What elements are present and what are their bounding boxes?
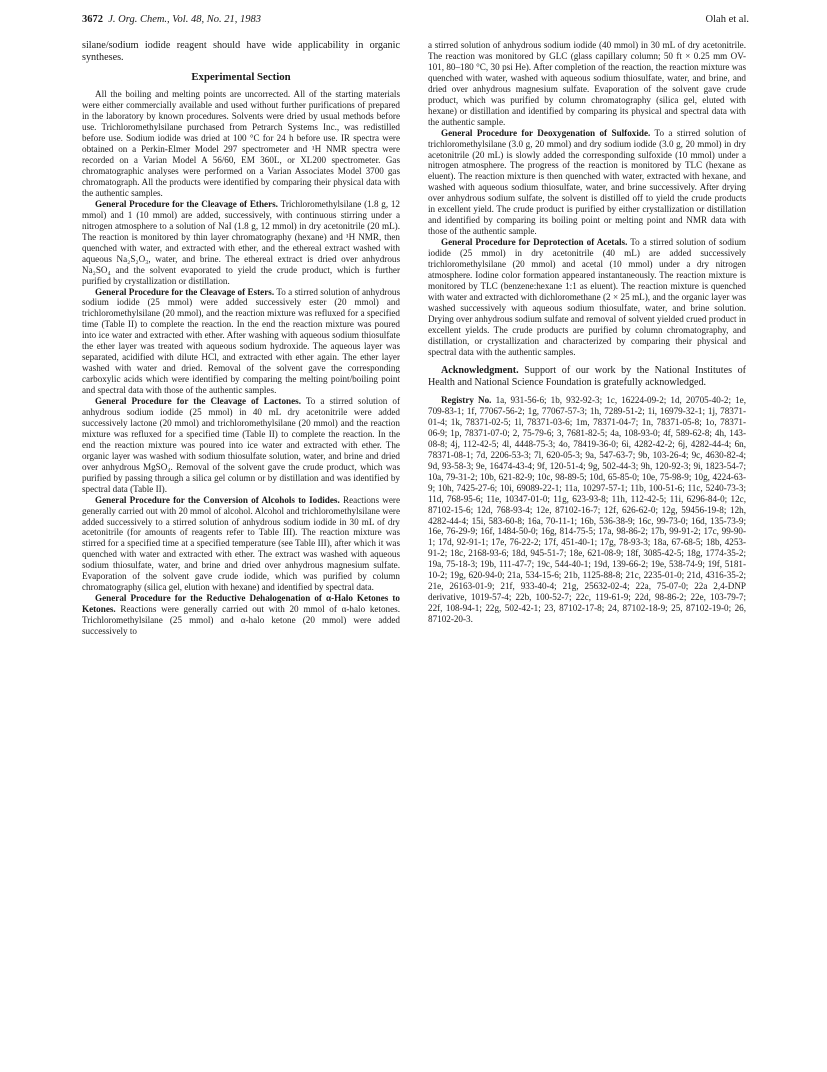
alcohols-text: Reactions were generally carried out with 20 mmol of alcohol. Alcohol and trichloromethylsilane were added successively to a stirred solution of anhydrous sodium iodide in 30 mL of dry acetonitrile (for amounts of reagents refer to Table III). The reaction mixture was stirred for a specified time at a specified temperature (see Table III), after which it was quenched with water and extracted with ether. The extract was washed with aqueous sodium thiosulfate, water, and brine and dried over anhydrous magnesium sulfate. Evaporation of the solvent gave crude iodide, which was purified by column chromatography (silica gel, elution with hexane) and identified by spectral data. (82, 494, 401, 593)
intro-paragraph: All the boiling and melting points are uncorrected. All of the starting materials were either commercially available and used without further purifications of prepared in the laboratory by known procedures. Solvents were dried by usual methods before use. Trichloromethylsilane purchased from Petrarch Systems Inc., was redistilled before use. Sodium iodide was dried at 100 °C for 24 h before use. IR spectra were obtained on a Perkin-Elmer Model 297 spectrometer and ¹H NMR spectra were recorded on a Varian Model A 56/60, EM 360L, or XL200 spectrometer. Gas chromatographic analyses were performed on a Varian Associates Model 3700 gas chromatograph. All the products were identified by comparing their physical data with the authentic samples. (82, 89, 400, 198)
dehalogenation-text: Reactions were generally carried out with 20 mmol of α-halo ketones. Trichloromethylsilane (25 mmol) and α-halo ketone (20 mmol) were added successively to (82, 604, 400, 637)
registry-heading: Registry No. (441, 395, 492, 406)
dehalogenation-paragraph (82, 593, 400, 637)
sulfoxide-paragraph (428, 128, 746, 238)
acknowledgment-text: Support of our work by the National Institutes of Health and National Science Foundation is gratefully acknowledged. (428, 364, 746, 388)
left-column (82, 40, 400, 637)
alcohols-heading: General Procedure for the Conversion of Alcohols to Iodides. (95, 494, 340, 505)
section-title: Experimental Section (191, 71, 291, 84)
esters-heading: General Procedure for the Cleavage of Esters. (95, 286, 275, 297)
right-column (428, 40, 746, 625)
ethers-paragraph (82, 199, 400, 287)
dehalogenation-continued: a stirred solution of anhydrous sodium iodide (40 mmol) in 30 mL of dry acetonitrile. The reaction was monitored by GLC (glass capillary column; 50 ft × 0.25 mm OV-101, 80–180 °C, 30 psi He). After completion of the reaction, the reaction mixture was quenched with water, washed with aqueous sodium thiosulfate, water, and brine, and dried over anhydrous magnesium sulfate. Evaporation of the solvent gave crude product, which was purified by column chromatography (silica gel, eluted with hexane) or distillation and identified by comparing its physical and spectral data with the authentic sample. (428, 40, 746, 127)
registry-text: 1a, 931-56-6; 1b, 932-92-3; 1c, 16224-09-2; 1d, 20705-40-2; 1e, 709-83-1; 1f, 77067-56-2; 1g, 77067-57-3; 1h, 7289-51-2; 1i, 16979-32-1; 1j, 78371-01-4; 1k, 78371-02-5; 1l, 78371-03-6; 1m, 78371-04-7; 1n, 78371-05-8; 1o, 78371-06-9; 1p, 78371-07-0; 2, 75-79-6; 3, 7681-82-5; 4a, 108-93-0; 4f, 589-62-8; 4h, 143-08-8; 4j, 112-42-5; 4l, 4448-75-3; 4o, 78419-36-0; 6i, 4282-42-2; 6j, 4282-44-4; 6n, 78371-08-1; 7d, 2206-53-3; 7l, 620-05-3; 9a, 547-63-7; 9b, 103-26-4; 9c, 4630-82-4; 9d, 93-58-3; 9e, 16474-43-4; 9f, 120-51-4; 9g, 502-44-3; 9h, 120-92-3; 9i, 1823-54-7; 10a, 79-31-2; 10b, 621-82-9; 10c, 98-89-5; 10d, 65-85-0; 10e, 75-98-9; 10g, 4224-63-9; 10h, 7425-27-6; 10i, 69089-22-1; 11a, 10297-57-1; 11b, 100-51-6; 11c, 5240-73-3; 11d, 768-95-6; 11e, 10347-01-0; 11g, 623-93-8; 11h, 112-42-5; 11i, 6296-84-0; 12c, 87102-15-6; 12d, 768-93-4; 12e, 87102-16-7; 12f, 626-62-0; 12g, 59456-19-8; 12h, 4282-44-4; 15i, 583-60-8; 16a, 70-11-1; 16b, 536-38-9; 16c, 99-73-0; 16d, 135-73-9; 16e, 76-29-9; 16f, 1484-50-0; 16g, 814-75-5; 17a, 98-86-2; 17b, 99-91-2; 17c, 99-90-1; 17d, 92-91-1; 17e, 76-22-2; 17f, 451-40-1; 17g, 78-93-3; 18a, 67-68-5; 18b, 4253-91-2; 18c, 2168-93-6; 18d, 945-51-7; 18e, 621-08-9; 18f, 3085-42-5; 18g, 1774-35-2; 19a, 75-18-3; 19b, 111-47-7; 19c, 544-40-1; 19d, 139-66-2; 19e, 538-74-9; 19f, 5181-10-2; 19g, 620-94-0; 21a, 534-15-6; 21b, 1125-88-8; 21c, 2235-01-0; 21d, 4316-35-2; 21e, 26163-01-9; 21f, 933-40-4; 21g, 25632-02-4; 22a, 75-07-0; 22a 2,4-DNP derivative, 1019-57-4; 22b, 100-52-7; 22c, 119-61-9; 22d, 98-86-2; 22e, 103-79-7; 22f, 108-94-1; 22g, 502-42-1; 23, 87102-17-8; 24, 87102-18-9; 25, 87102-19-0; 26, 87102-20-3. (428, 395, 746, 625)
acknowledgment-heading: Acknowledgment. (441, 364, 519, 376)
lactones-text: To a stirred solution of anhydrous sodium iodide (25 mmol) in 40 mL dry acetonitrile were added successively lactone (20 mmol) and trichloromethylsilane (20 mmol) and the reaction mixture was refluxed for a specified time (Table II) to complete the reaction. In the end the reaction mixture was poured into ice water and extracted with ether. The organic layer was washed with sodium thiosulfate solution, water, and brine and dried over anhydrous MgSO₄. Removal of the solvent gave the crude product, which was purified by passing through a silica gel column or by distillation and was identified by spectral data (Table II). (82, 396, 400, 494)
alcohols-paragraph (82, 495, 400, 594)
ethers-text: Trichloromethylsilane (1.8 g, 12 mmol) and 1 (10 mmol) are added, successively, with continuous stirring under a nitrogen atmosphere to a solution of NaI (1.8 g, 12 mmol) in dry acetonitrile (20 mL). The reaction is monitored by thin layer chromatography (hexane) and ¹H NMR, then quenched with water, and extracted with ether, and the ethereal extract washed with aqueous Na₂S₂O₃, water, and brine. The ethereal extract is dried over anhydrous Na₂SO₄ and the solvent evaporated to yield the crude product, which is further purified by crystallization or distillation. (82, 198, 400, 286)
acetals-heading: General Procedure for Deprotection of Acetals. (441, 237, 628, 248)
acknowledgment-paragraph (428, 365, 746, 389)
esters-paragraph (82, 287, 400, 397)
author-header: Olah et al. (705, 14, 749, 25)
esters-text: To a stirred solution of anhydrous sodium iodide (25 mmol) were added successively ester (20 mmol) and trichloromethylsilane (20 mmol), and the reaction mixture was refluxed for a specified time (Table II) to complete the reaction. In the end the reaction mixture was poured into ice water and extracted with ether. After washing with aqueous sodium thiosulfate the ether layer was treated with aqueous sodium hydroxide. The aqueous layer was separated, acidified with dilute HCl, and extracted with ether again. The ether layer washed with water and dried. Removal of the solvent gave the corresponding carboxylic acids which were identified by comparing the melting point/boiling point and spectral data with those of the authentic samples. (82, 286, 401, 396)
lactones-paragraph (82, 396, 400, 495)
dehalogenation-heading: General Procedure for the Reductive Dehalogenation of α-Halo Ketones to Ketones. (82, 593, 400, 615)
sulfoxide-heading: General Procedure for Deoxygenation of Sulfoxide. (441, 127, 651, 138)
lead-paragraph: silane/sodium iodide reagent should have wide applicability in organic syntheses. (82, 40, 400, 64)
registry-paragraph (428, 395, 746, 625)
journal-citation: J. Org. Chem., Vol. 48, No. 21, 1983 (108, 14, 261, 25)
header-left (82, 12, 261, 28)
sulfoxide-text: To a stirred solution of trichloromethylsilane (3.0 g, 20 mmol) and dry sodium iodide (3.0 g, 20 mmol) in dry acetonitrile (20 mL) is slowly added the corresponding sulfoxide (10 mmol) under a nitrogen atmosphere. The progress of the reaction is monitored by TLC (hexane as eluent). The reaction mixture is then quenched with water, extracted with hexane, and washed with aqueous sodium thiosulfate, water, and brine successively. After drying over anhydrous sodium sulfate, the solvent is distilled off to yield the crude products in excellent yield. The crude product is purified by either crystallization or distillation and identified by comparing its boiling point or melting point and NMR data with those of the authentic sample. (428, 127, 746, 237)
running-header (82, 12, 749, 28)
acetals-text: To a stirred solution of sodium iodide (25 mmol) in dry acetonitrile (40 mL) are added successively trichloromethylsilane (20 mmol) and acetal (10 mmol) under a dry nitrogen atmosphere. Iodine color formation appeared instantaneously. The reaction mixture is monitored by TLC (benzene:hexane 1:1 as eluent). The reaction mixture is quenched with water and extracted with dichloromethane (2 × 25 mL), and the organic layer was washed successively with aqueous sodium thiosulfate, water, and brine solution. Drying over anhydrous sodium sulfate and removal of solvent yielded crued product in excellent yields. The crude products are purified by column chromatography, and distillation, or crystallization and characterized by comparing their physical and spectral data with the authentic samples. (428, 237, 746, 357)
lactones-heading: General Procedure for the Cleavage of Lactones. (95, 396, 301, 407)
acetals-paragraph (428, 237, 746, 357)
ethers-heading: General Procedure for the Cleavage of Ethers. (95, 198, 278, 209)
page-number: 3672 (82, 14, 103, 25)
